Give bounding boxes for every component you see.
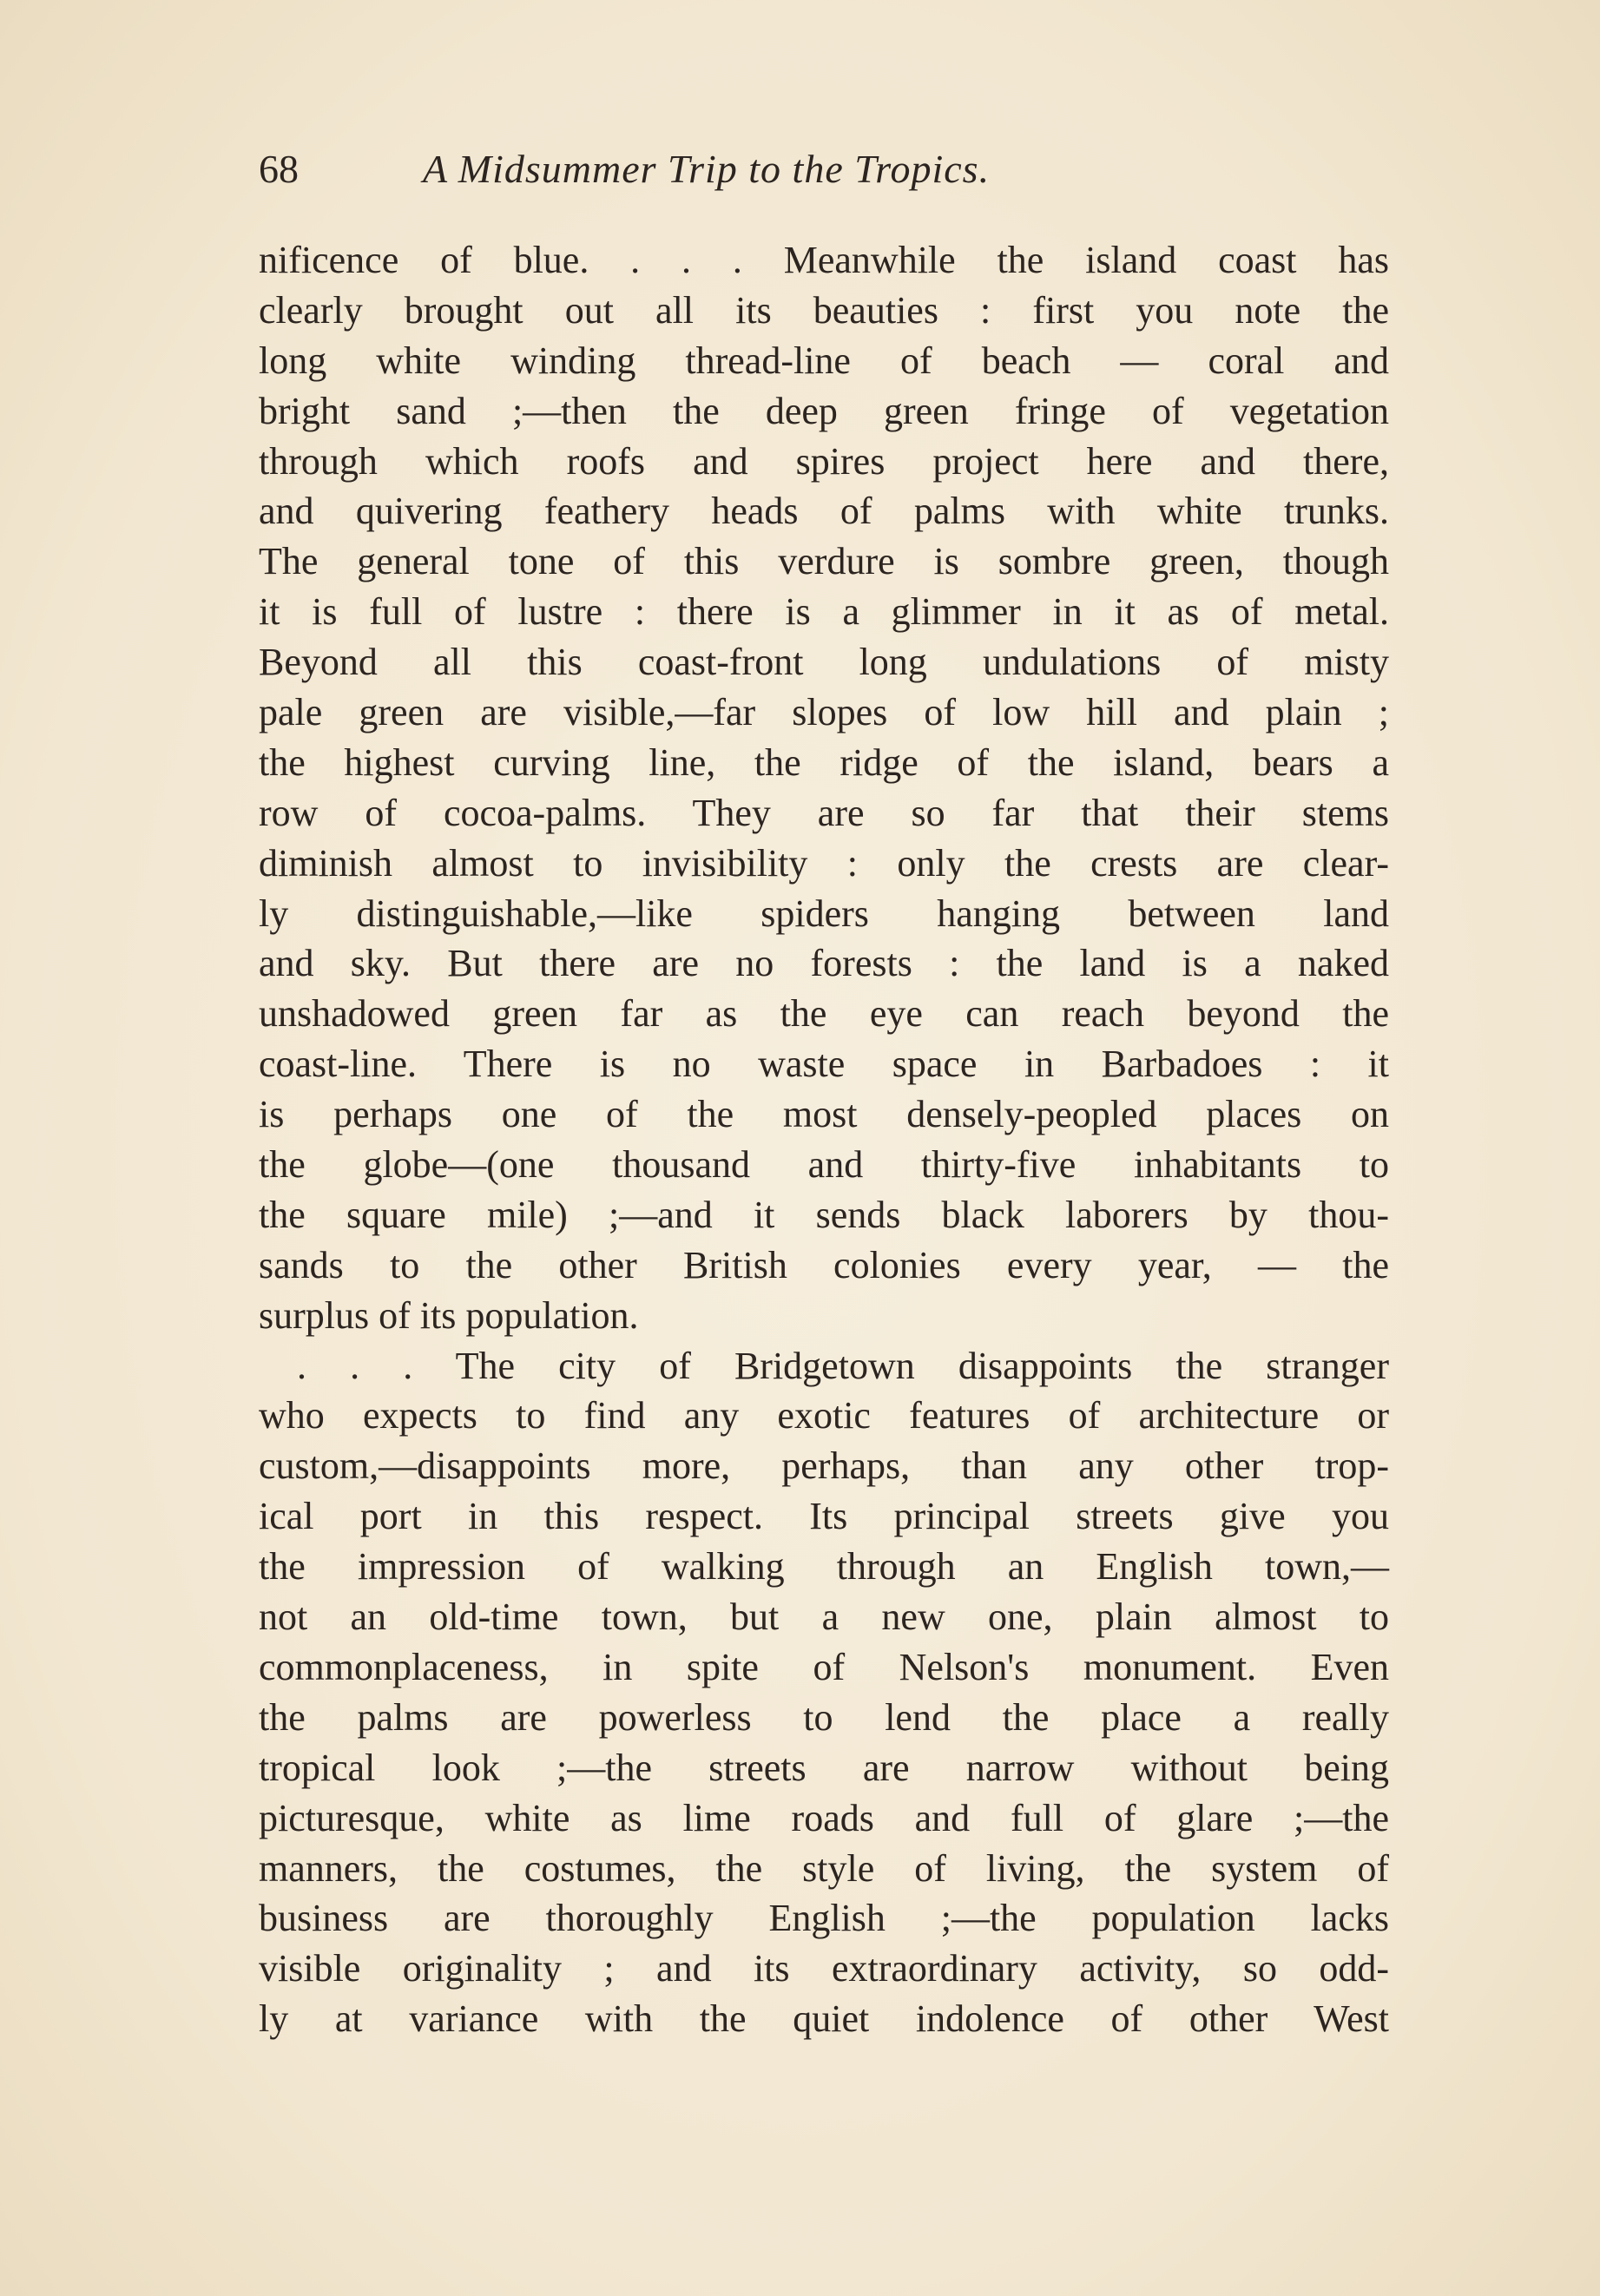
text-line: sands to the other British colonies every year, — the [259, 1243, 1389, 1286]
text-line: nificence of blue. . . . Meanwhile the island coast has [259, 239, 1389, 281]
text-line: coast-line. There is no waste space in Barbadoes : it [259, 1043, 1389, 1086]
text-line: business are thoroughly English ;—the population lacks [259, 1897, 1389, 1940]
text-line: picturesque, white as lime roads and full of glare ;—the [259, 1796, 1389, 1839]
body-text [259, 235, 1389, 2044]
text-line: Beyond all this coast-front long undulations of misty [259, 641, 1389, 684]
text-line: pale green are visible,—far slopes of low hill and plain ; [259, 691, 1389, 734]
text-line: the highest curving line, the ridge of the island, bears a [259, 740, 1389, 784]
text-line: and sky. But there are no forests : the land is a naked [259, 942, 1389, 985]
text-line: . . . The city of Bridgetown disappoints the stranger [297, 1344, 1389, 1387]
text-line: the square mile) ;—and it sends black laborers by thou- [259, 1193, 1389, 1236]
text-line: custom,—disappoints more, perhaps, than any other trop- [259, 1444, 1389, 1488]
text-line: The general tone of this verdure is sombre green, though [259, 540, 1389, 583]
text-line: long white winding thread-line of beach — coral and [259, 339, 1389, 382]
text-line: diminish almost to invisibility : only the crests are clear- [259, 841, 1389, 885]
text-line: clearly brought out all its beauties : first you note the [259, 288, 1389, 332]
text-line: ical port in this respect. Its principal streets give you [259, 1495, 1389, 1538]
text-line: the impression of walking through an English town,— [259, 1545, 1389, 1589]
running-title: A Midsummer Trip to the Tropics. [423, 147, 991, 191]
text-line: not an old-time town, but a new one, plain almost to [259, 1595, 1389, 1639]
text-line: commonplaceness, in spite of Nelson's monument. Even [259, 1645, 1389, 1688]
text-line: the globe—(one thousand and thirty-five inhabitants to [259, 1143, 1389, 1187]
text-line: surplus of its population. [259, 1293, 639, 1337]
text-line: the palms are powerless to lend the place a really [259, 1695, 1389, 1739]
text-line: it is full of lustre : there is a glimmer in it as of metal. [259, 590, 1389, 634]
running-header [259, 144, 1389, 194]
page-number: 68 [259, 147, 299, 191]
text-line: ly at variance with the quiet indolence of other West [259, 1997, 1389, 2041]
text-line: through which roofs and spires project here and there, [259, 439, 1389, 483]
text-line: unshadowed green far as the eye can reach beyond the [259, 992, 1389, 1036]
text-line: manners, the costumes, the style of living, the system of [259, 1846, 1389, 1890]
text-line: tropical look ;—the streets are narrow without being [259, 1746, 1389, 1789]
text-line: who expects to find any exotic features of architecture or [259, 1394, 1389, 1437]
text-line: row of cocoa-palms. They are so far that their stems [259, 791, 1389, 834]
text-line: bright sand ;—then the deep green fringe of vegetation [259, 389, 1389, 432]
text-line: is perhaps one of the most densely-peopled places on [259, 1093, 1389, 1136]
text-line: visible originality ; and its extraordinary activity, so odd- [259, 1947, 1389, 1990]
text-line: ly distinguishable,—like spiders hanging between land [259, 891, 1389, 935]
text-line: and quivering feathery heads of palms with white trunks. [259, 490, 1389, 533]
